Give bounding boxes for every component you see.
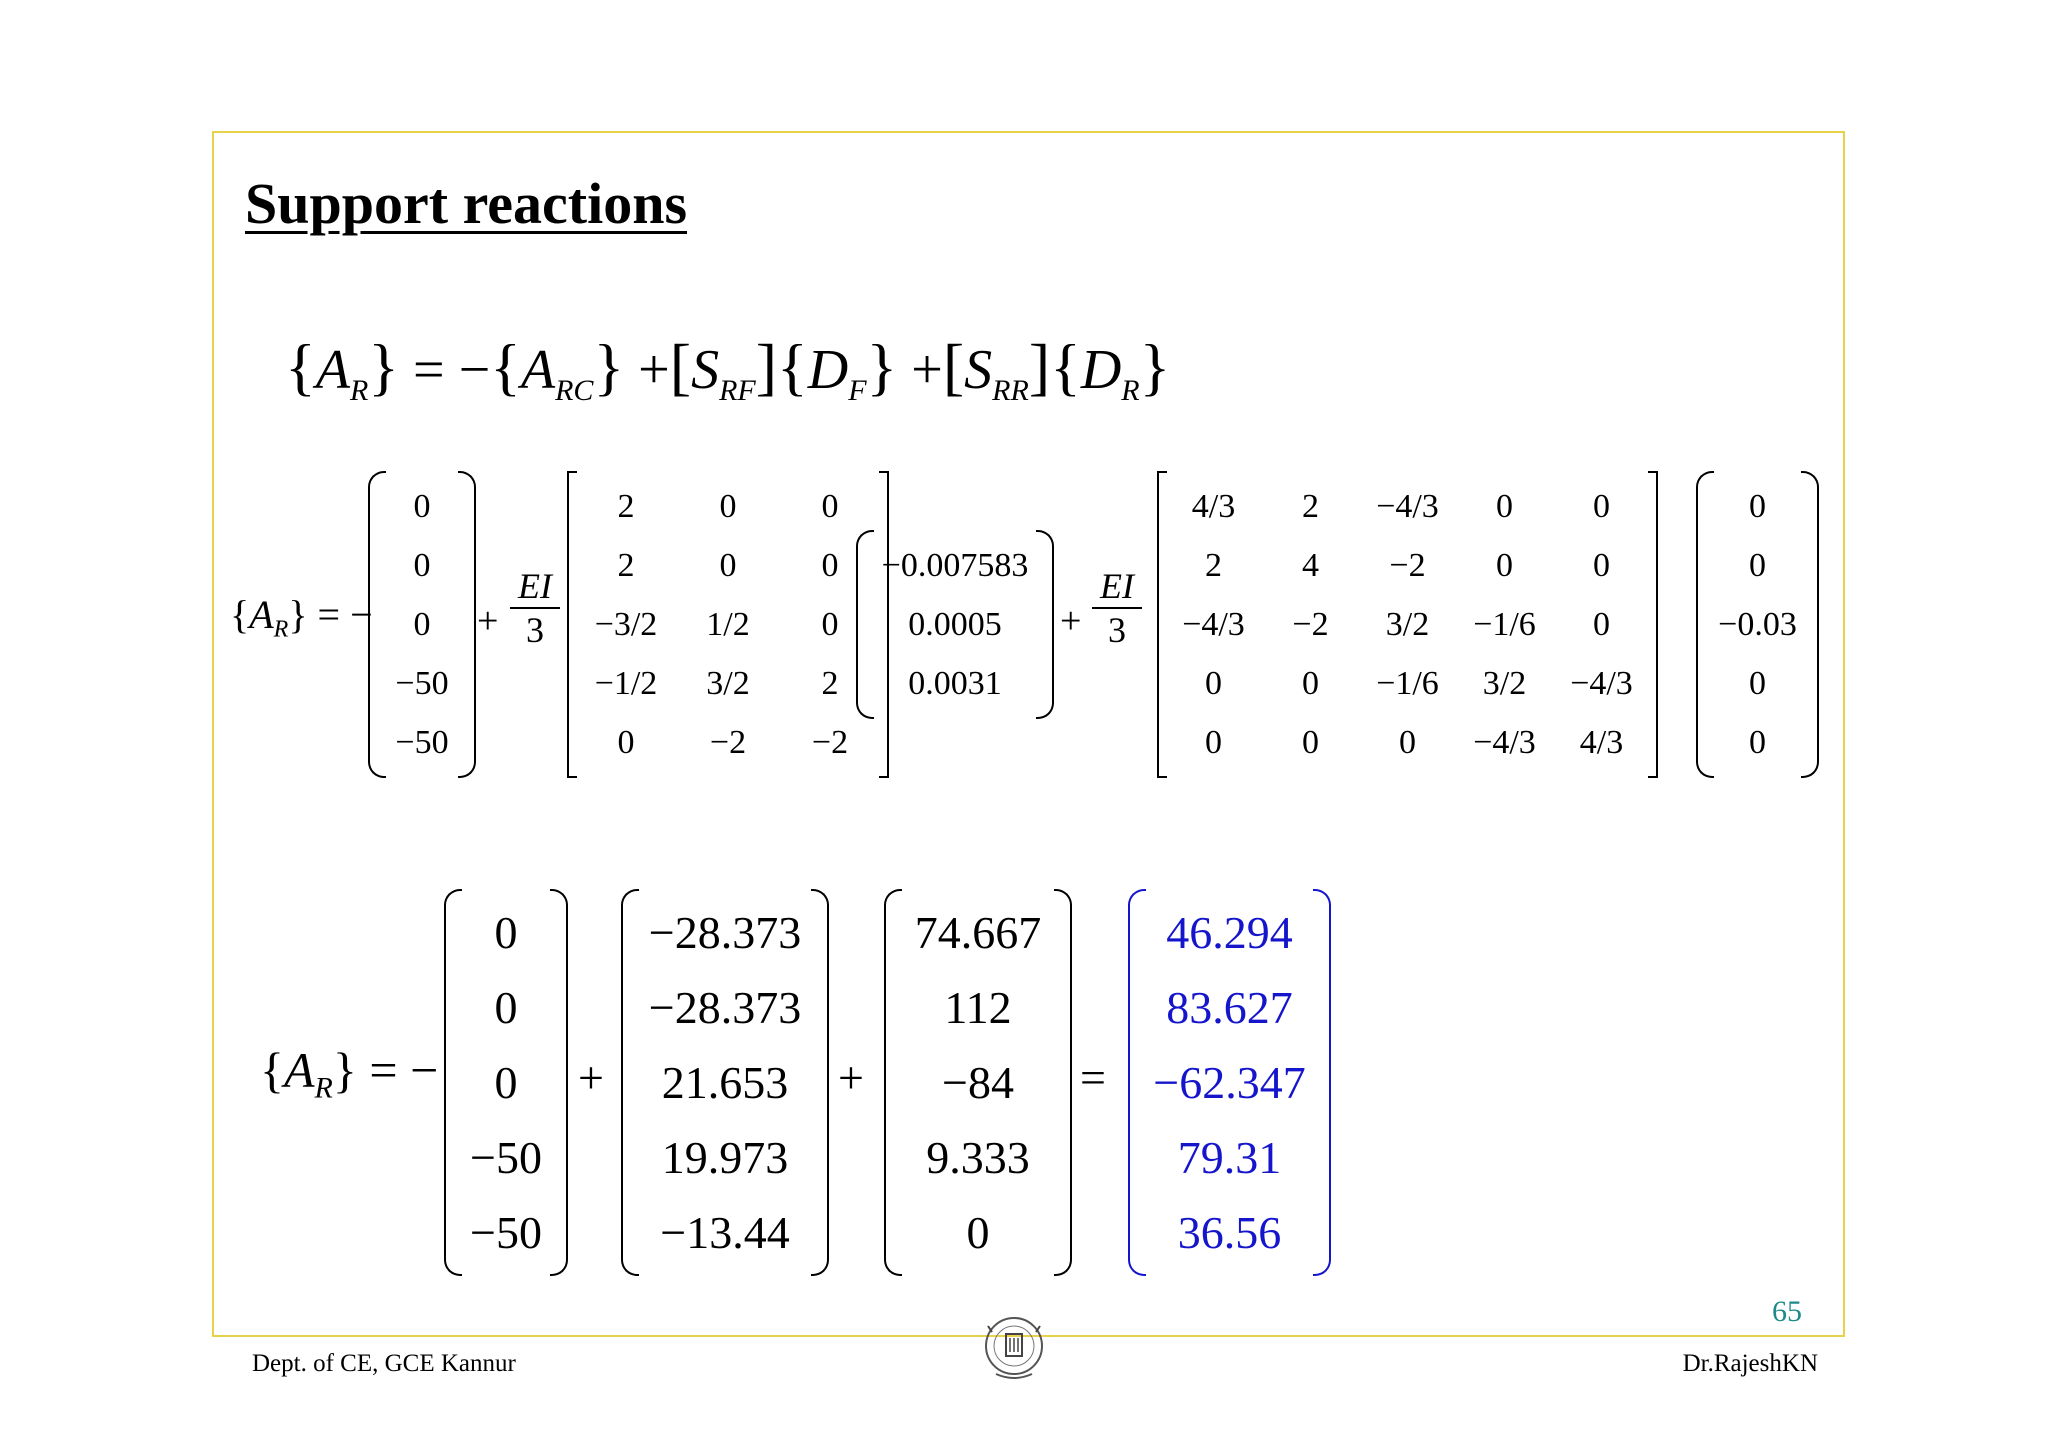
- term: D: [807, 339, 849, 401]
- arc-vector: [382, 477, 462, 772]
- srr-matrix-cell: 0: [1593, 605, 1610, 643]
- term: A: [520, 339, 556, 401]
- srf-df-product-vector-cell: 21.653: [661, 1057, 789, 1108]
- srr-matrix-cell: 0: [1205, 664, 1222, 702]
- srf-df-product-vector-left-brace: [621, 889, 639, 1276]
- srr-matrix-cell: −4/3: [1182, 605, 1245, 643]
- srf-matrix-cell: 2: [821, 664, 839, 702]
- arc-vector-cell: −50: [470, 1207, 542, 1258]
- df-vector-left-brace: [856, 530, 874, 719]
- subscript: RF: [719, 374, 756, 408]
- srr-matrix-cell: 0: [1593, 487, 1610, 525]
- srf-matrix-cell: −2: [811, 723, 849, 761]
- srr-dr-product-vector-left-brace: [884, 889, 902, 1276]
- srf-df-product-vector-cell: −28.373: [648, 982, 802, 1033]
- srr-matrix-cell: 3/2: [1385, 605, 1430, 643]
- srf-matrix-cell: 0: [617, 723, 635, 761]
- srr-matrix-cell: −1/6: [1376, 664, 1439, 702]
- srr-matrix-cell: 4/3: [1579, 723, 1624, 761]
- df-vector-cell: 0.0005: [908, 605, 1002, 643]
- arc-vector-right-brace: [458, 471, 476, 778]
- srr-matrix-cell: −2: [1292, 605, 1329, 643]
- subscript: R: [1121, 374, 1140, 408]
- support-reactions-result-vector: [1142, 895, 1317, 1270]
- dr-vector-cell: 0: [1749, 664, 1766, 702]
- subscript: R: [349, 374, 369, 408]
- srf-matrix-cell: 0: [821, 487, 839, 525]
- srf-matrix-cell: 2: [617, 546, 635, 584]
- srf-matrix-cell: 1/2: [706, 605, 750, 643]
- college-seal-logo: [982, 1312, 1046, 1384]
- arc-vector-cell: 0: [494, 1057, 518, 1108]
- arc-vector-cell: 0: [413, 487, 431, 525]
- srr-matrix-cell: 0: [1496, 487, 1513, 525]
- srf-matrix-cell: 3/2: [706, 664, 750, 702]
- srr-matrix-cell: 2: [1302, 487, 1319, 525]
- srr-matrix-cell: 0: [1205, 723, 1222, 761]
- srr-matrix-cell: −2: [1389, 546, 1426, 584]
- srr-dr-product-vector-cell: 9.333: [926, 1132, 1030, 1183]
- srr-dr-product-vector-cell: 112: [944, 982, 1012, 1033]
- srr-matrix-cell: 0: [1399, 723, 1416, 761]
- srr-matrix-cell: 0: [1302, 664, 1319, 702]
- arc-vector-cell: 0: [494, 907, 518, 958]
- page-number: 65: [1772, 1295, 1802, 1328]
- dr-vector-cell: 0: [1749, 723, 1766, 761]
- srr-matrix-cell: 0: [1496, 546, 1513, 584]
- srf-matrix-cell: 0: [719, 546, 737, 584]
- support-reactions-result-vector-cell: 79.31: [1177, 1132, 1282, 1183]
- arc-vector-left-brace: [444, 889, 462, 1276]
- srr-dr-product-vector-cell: 74.667: [914, 907, 1042, 958]
- arc-vector-cell: 0: [413, 605, 431, 643]
- plus-sign: +: [838, 1051, 864, 1103]
- srr-dr-product-vector: [898, 895, 1058, 1270]
- lhs-term: $\{A_R\}$ = −: [260, 1041, 439, 1104]
- dr-vector-cell: 0: [1749, 546, 1766, 584]
- srr-dr-product-vector-right-brace: [1054, 889, 1072, 1276]
- subscript: RR: [992, 374, 1029, 408]
- srr-matrix-cell: 3/2: [1482, 664, 1527, 702]
- srr-matrix-left-bracket: [1157, 471, 1167, 778]
- srr-matrix-cell: −4/3: [1376, 487, 1439, 525]
- dr-vector-right-brace: [1801, 471, 1819, 778]
- df-vector-cell: −0.007583: [881, 546, 1029, 584]
- srf-matrix-cell: −1/2: [594, 664, 658, 702]
- arc-vector-right-brace: [550, 889, 568, 1276]
- arc-vector-cell: −50: [395, 723, 449, 761]
- arc-vector: [458, 895, 554, 1270]
- srr-dr-product-vector-cell: 0: [966, 1207, 990, 1258]
- dr-vector-left-brace: [1696, 471, 1714, 778]
- general-equation: $\{A_R\} = -\{A_{RC}\} +[S_{RF}]\{D_F\} +[S_{RR}]\{D_R\}$: [285, 331, 1171, 408]
- ei-fraction: EI 3: [1092, 565, 1142, 651]
- support-reactions-result-vector-cell: 83.627: [1166, 982, 1293, 1033]
- srr-matrix-cell: 4: [1302, 546, 1319, 584]
- srf-matrix-cell: 0: [821, 605, 839, 643]
- srf-matrix: [575, 477, 881, 772]
- df-vector-cell: 0.0031: [908, 664, 1002, 702]
- subscript: F: [848, 374, 867, 408]
- plus-sign: +: [578, 1051, 604, 1103]
- ei-fraction: EI 3: [510, 565, 560, 651]
- footer-author: Dr.RajeshKN: [1682, 1350, 1818, 1377]
- srr-dr-product-vector-cell: −84: [942, 1057, 1014, 1108]
- srf-matrix-cell: −2: [709, 723, 747, 761]
- srr-matrix-cell: 4/3: [1191, 487, 1236, 525]
- srr-matrix-right-bracket: [1648, 471, 1658, 778]
- srf-matrix-cell: −3/2: [594, 605, 658, 643]
- srf-df-product-vector-cell: −13.44: [660, 1207, 790, 1258]
- dr-vector: [1710, 477, 1805, 772]
- srf-matrix-left-bracket: [567, 471, 577, 778]
- arc-vector-cell: 0: [494, 982, 518, 1033]
- term: S: [964, 339, 993, 401]
- dr-vector-cell: 0: [1749, 487, 1766, 525]
- term: S: [691, 339, 720, 401]
- srr-matrix-cell: −4/3: [1570, 664, 1633, 702]
- dr-vector-cell: −0.03: [1718, 605, 1797, 643]
- slide-title: Support reactions: [245, 171, 688, 236]
- support-reactions-result-vector-left-brace: [1128, 889, 1146, 1276]
- term: A: [315, 339, 350, 401]
- term: D: [1080, 339, 1122, 401]
- support-reactions-result-vector-cell: −62.347: [1153, 1057, 1306, 1108]
- lhs-term: $\{A_R\}$ = −: [230, 591, 373, 642]
- srr-matrix-cell: −4/3: [1473, 723, 1536, 761]
- arc-vector-cell: −50: [470, 1132, 542, 1183]
- support-reactions-result-vector-cell: 36.56: [1177, 1207, 1282, 1258]
- support-reactions-result-vector-right-brace: [1313, 889, 1331, 1276]
- srf-df-product-vector-cell: −28.373: [648, 907, 802, 958]
- srf-matrix-cell: 2: [617, 487, 635, 525]
- plus-sign: +: [1060, 599, 1082, 642]
- arc-vector-cell: −50: [395, 664, 449, 702]
- srr-matrix-cell: 2: [1205, 546, 1222, 584]
- df-vector-right-brace: [1036, 530, 1054, 719]
- srr-matrix: [1165, 477, 1650, 772]
- plus-sign: +: [477, 599, 499, 642]
- arc-vector-left-brace: [368, 471, 386, 778]
- footer-department: Dept. of CE, GCE Kannur: [252, 1350, 516, 1377]
- srr-matrix-cell: −1/6: [1473, 605, 1536, 643]
- arc-vector-cell: 0: [413, 546, 431, 584]
- srf-df-product-vector-cell: 19.973: [661, 1132, 789, 1183]
- srf-df-product-vector: [635, 895, 815, 1270]
- df-vector: [870, 536, 1040, 713]
- srf-matrix-cell: 0: [821, 546, 839, 584]
- srr-matrix-cell: 0: [1302, 723, 1319, 761]
- srf-df-product-vector-right-brace: [811, 889, 829, 1276]
- srf-matrix-cell: 0: [719, 487, 737, 525]
- support-reactions-result-vector-cell: 46.294: [1166, 907, 1293, 958]
- srr-matrix-cell: 0: [1593, 546, 1610, 584]
- subscript: RC: [555, 374, 594, 408]
- equals-sign: =: [1080, 1051, 1106, 1103]
